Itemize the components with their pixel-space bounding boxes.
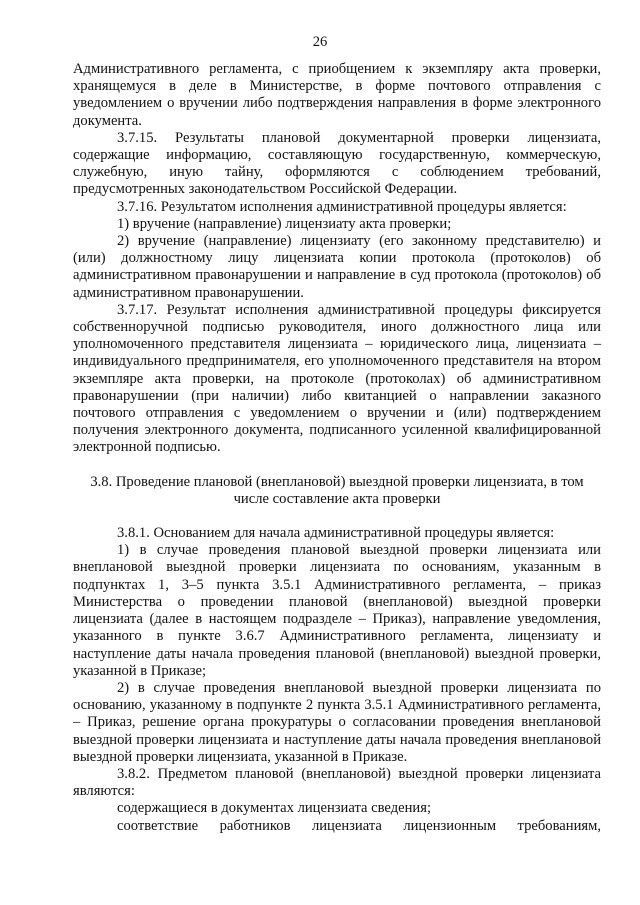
list-item-1: 1) вручение (направление) лицензиату акта проверки; [117, 215, 452, 232]
paragraph-3-7-17: 3.7.17. Результат исполнения административной процедуры фиксируется собственноручной подписью руководителя, иного должностного лица или уполномоченного представителя лицензиата – юридического лица, лицензиата – индивидуального предпринимателя, его уполномоченного представителя на втором экземпляре акта проверки, на протоколе (протоколах) об административном правонарушении (при наличии) либо квитанцией о направлении заказного почтового отправления с уведомлением о вручении и (или) подтверждением получения электронного документа, подписанного усиленной квалифицированной электронной подписью. [73, 301, 601, 456]
paragraph-3-8-1: 3.8.1. Основанием для начала административной процедуры является: [117, 525, 555, 542]
list-item-3-8-1-1: 1) в случае проведения плановой выездной проверки лицензиата или внеплановой выездной проверки лицензиата по основаниям, указанным в подпунктах 1, 3–5 пункта 3.5.1 Административного регламента, – приказ Министерства о проведении плановой (внеплановой) выездной проверки лицензиата (далее в настоящем подразделе – Приказ), направление уведомления, указанного в пункте 3.6.7 Административного регламента, лицензиату и наступление даты начала проведения плановой (внеплановой) выездной проверки, указанной в Приказе; [73, 542, 601, 679]
list-item-3-8-1-2: 2) в случае проведения внеплановой выездной проверки лицензиата по основанию, указанному в подпункте 2 пункта 3.5.1 Административного регламента, – Приказ, решение органа прокуратуры о согласовании проведения внеплановой выездной проверки лицензиата и наступление даты начала проведения внеплановой выездной проверки лицензиата, указанной в Приказе. [73, 679, 601, 765]
paragraph-3-7-16: 3.7.16. Результатом исполнения административной процедуры является: [117, 198, 567, 215]
list-item-2: 2) вручение (направление) лицензиату (его законному представителю) и (или) должностному лицу лицензиата копии протокола (протоколов) об административном правонарушении и направление в суд протокола (протоколов) об административном правонарушении. [73, 233, 601, 301]
paragraph-3-8-2: 3.8.2. Предметом плановой (внеплановой) выездной проверки лицензиата являются: [73, 765, 601, 800]
list-item-documents: содержащиеся в документах лицензиата сведения; [117, 800, 431, 817]
list-item-employees: соответствие работников лицензиата лицензионным требованиям, [117, 817, 601, 834]
paragraph-continuation: Административного регламента, с приобщением к экземпляру акта проверки, хранящемуся в деле в Министерстве, в форме почтового отправления с уведомлением о вручении либо подтверждения направления в форме электронного документа. [73, 61, 601, 129]
section-heading-3-8: 3.8. Проведение плановой (внеплановой) выездной проверки лицензиата, в том числе составление акта проверки [90, 473, 584, 507]
body-text [73, 61, 601, 835]
paragraph-3-7-15: 3.7.15. Результаты плановой документарной проверки лицензиата, содержащие информацию, составляющую государственную, коммерческую, служебную, иную тайну, оформляются с соблюдением требований, предусмотренных законодательством Российской Федерации. [73, 129, 601, 198]
page-number: 26 [312, 34, 328, 50]
